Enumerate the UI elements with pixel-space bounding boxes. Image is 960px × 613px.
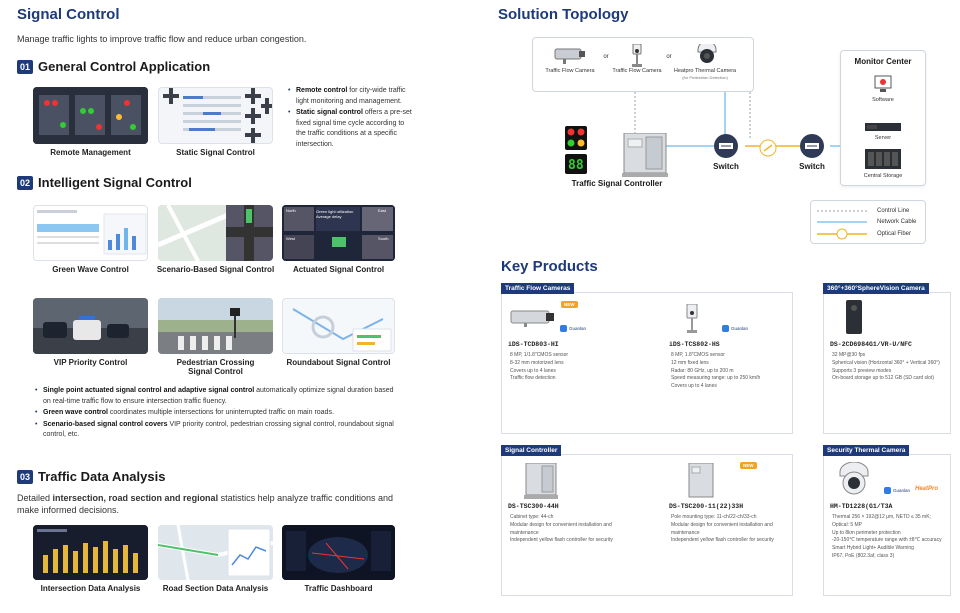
- traffic-light-icon: [565, 126, 587, 181]
- remote-management-caption: Remote Management: [50, 148, 131, 157]
- svg-text:88: 88: [568, 158, 584, 173]
- product-group-tag: Traffic Flow Cameras: [501, 283, 574, 294]
- product-model: DS-2CD6984G1/VR-U/NFC: [830, 341, 912, 348]
- bullet: • Single point actuated signal control and adaptive signal control automatically optimize signal duration based on real-time traffic flow to ensure intersection traffic fluency.: [35, 386, 400, 407]
- static-signal-caption: Static Signal Control: [176, 148, 255, 157]
- product-specs: 32 MP@30 fps Spherical vision (Horizontal 360° + Vertical 360°) Supports 3 preview modes On-board storage up to 512 GB (SD card slot): [832, 352, 940, 382]
- intersection-data-caption: Intersection Data Analysis: [40, 584, 141, 593]
- switch-icon: [799, 133, 825, 164]
- section-03-description: Detailed intersection, road section and regional statistics help analyze traffic conditions and make informed decisions.: [17, 493, 394, 515]
- actuated-signal-thumbnail: [282, 205, 395, 261]
- camera-label: Traffic Flow Camera: [545, 68, 595, 74]
- roundabout-caption: Roundabout Signal Control: [286, 358, 391, 367]
- traffic-flow-camera-icon: [553, 44, 587, 69]
- cabinet-controller-icon: [524, 463, 558, 504]
- monitor-center-title: Monitor Center: [854, 57, 912, 66]
- product-model: iDS-TCD803-HI: [508, 341, 559, 348]
- roundabout-thumbnail: [282, 298, 395, 354]
- thumb-text: North: [286, 208, 296, 213]
- section-02-header: [17, 175, 192, 190]
- guanlan-icon: [560, 325, 567, 332]
- road-section-caption: Road Section Data Analysis: [162, 584, 269, 593]
- product-model: DS-TSC300-44H: [508, 503, 559, 510]
- product-specs: Pole mounting type: 11-ch/22-ch/33-ch Modular design for convenient installation and maintenance Independent yellow flash controller for security: [671, 514, 774, 544]
- signal-controller-cabinet-icon: [622, 133, 668, 182]
- legend-label: Control Line: [877, 208, 910, 214]
- thumb-text: South: [378, 236, 389, 241]
- thermal-camera-icon: [696, 44, 718, 69]
- section-01-header: [17, 59, 210, 74]
- monitor-center-item: Server: [874, 135, 892, 141]
- product-model: iDS-TCS802-HS: [669, 341, 720, 348]
- bullet: • Remote control for city-wide traffic light monitoring and management.: [288, 86, 413, 107]
- traffic-dashboard-thumbnail: [282, 525, 395, 580]
- bullet: • Static signal control offers a pre-set fixed signal time cycle according to the traffic conditions at a specific intersection.: [288, 108, 413, 150]
- traffic-dashboard-caption: Traffic Dashboard: [304, 584, 373, 593]
- green-wave-thumbnail: [33, 205, 148, 261]
- topology-title: Solution Topology: [498, 6, 629, 23]
- signal-controller-label: Traffic Signal Controller: [571, 179, 663, 188]
- product-group-tag: 360°+360°SphereVision Camera: [823, 283, 929, 294]
- thumb-text: Average delay: [316, 214, 342, 219]
- heatpro-logo: HeatPro: [915, 486, 939, 492]
- page-title: Signal Control: [17, 6, 120, 23]
- guanlan-badge: Guanlan: [884, 487, 910, 494]
- switch-label: Switch: [799, 162, 825, 171]
- or-label: or: [666, 54, 672, 60]
- thumb-text: East: [378, 208, 387, 213]
- guanlan-badge: Guanlan: [722, 325, 748, 332]
- pole-controller-icon: [688, 463, 714, 504]
- camera-label: Traffic Flow Camera: [612, 68, 662, 74]
- section-title: General Control Application: [38, 59, 211, 74]
- scenario-based-thumbnail: [158, 205, 273, 261]
- bullet-camera-icon: [508, 306, 556, 333]
- legend-label: Optical Fiber: [877, 231, 912, 237]
- monitor-center-item: Central Storage: [863, 173, 903, 179]
- section-title: Intelligent Signal Control: [38, 175, 192, 190]
- camera-note: (for Pedestrian Detection): [682, 75, 728, 80]
- actuated-signal-caption: Actuated Signal Control: [292, 265, 385, 274]
- switch-icon: [713, 133, 739, 164]
- or-label: or: [603, 54, 609, 60]
- section-number: 02: [17, 176, 33, 190]
- bullet: • Scenario-based signal control covers VIP priority control, pedestrian crossing signal control, roundabout signal control, etc.: [35, 420, 400, 441]
- section-number: 03: [17, 470, 33, 484]
- section-number: 01: [17, 60, 33, 74]
- page-subtitle: Manage traffic lights to improve traffic flow and reduce urban congestion.: [17, 34, 307, 44]
- legend-lines: [817, 206, 877, 242]
- thumb-text: West: [286, 236, 296, 241]
- product-specs: Cabinet type: 44-ch Modular design for convenient installation and maintenance Independent yellow flash controller for security: [510, 514, 613, 544]
- vip-priority-caption: VIP Priority Control: [53, 358, 128, 367]
- section-title: Traffic Data Analysis: [38, 469, 166, 484]
- intersection-data-thumbnail: [33, 525, 148, 580]
- product-group-tag: Signal Controller: [501, 445, 561, 456]
- product-specs: Thermal 256 × 192@12 μm, NETD ≤ 35 mK; Optical: 5 MP Up to 8km perimeter protection -20-150℃ temperature range with ±8℃ accuracy Smart Hybrid Light+ Audible Warning IP67, PoE (802.3af, class 3): [832, 514, 942, 559]
- green-wave-caption: Green Wave Control: [52, 265, 129, 274]
- scenario-based-caption: Scenario-Based Signal Control: [156, 265, 275, 274]
- guanlan-badge: Guanlan: [560, 325, 586, 332]
- radar-camera-icon: [684, 304, 700, 339]
- pedestrian-crossing-caption: Pedestrian Crossing Signal Control: [176, 358, 255, 376]
- remote-management-thumbnail: [33, 87, 148, 144]
- product-specs: 8 MP, 1/1.8"CMOS sensor 8-32 mm motorized lens Covers up to 4 lanes Traffic flow detection: [510, 352, 569, 382]
- guanlan-icon: [722, 325, 729, 332]
- switch-label: Switch: [713, 162, 739, 171]
- new-badge: NEW: [561, 301, 578, 308]
- thermal-turret-camera-icon: [838, 462, 870, 501]
- monitor-center-item: Software: [872, 97, 894, 103]
- guanlan-icon: [884, 487, 891, 494]
- product-group-tag: Security Thermal Camera: [823, 445, 909, 456]
- software-icon: [874, 75, 892, 98]
- product-model: DS-TSC200-11(22)33H: [669, 503, 744, 510]
- central-storage-icon: [865, 149, 901, 174]
- section-02-bullets: [35, 386, 400, 442]
- pedestrian-crossing-thumbnail: [158, 298, 273, 354]
- product-specs: 8 MP, 1.8"CMOS sensor 12 mm fixed lens Radar: 80 GHz, up to 200 m Speed measuring range: up to 250 km/h Covers up to 4 lanes: [671, 352, 761, 390]
- camera-label: Heatpro Thermal Camera: [673, 68, 737, 74]
- section-01-bullets: [288, 86, 413, 151]
- product-model: HM-TD1228(G1/T3A: [830, 503, 893, 510]
- section-03-header: [17, 469, 165, 484]
- new-badge: NEW: [740, 462, 757, 469]
- optical-fiber-icon: [759, 139, 777, 162]
- vip-priority-thumbnail: [33, 298, 148, 354]
- static-signal-thumbnail: [158, 87, 273, 144]
- bullet: • Green wave control coordinates multiple intersections for uninterrupted traffic on main roads.: [35, 408, 400, 419]
- road-section-thumbnail: [158, 525, 273, 580]
- thumb-text: Green light utilization: [316, 209, 354, 214]
- spherevision-camera-icon: [845, 300, 863, 339]
- legend-label: Network Cable: [877, 219, 917, 225]
- key-products-title: Key Products: [501, 258, 598, 275]
